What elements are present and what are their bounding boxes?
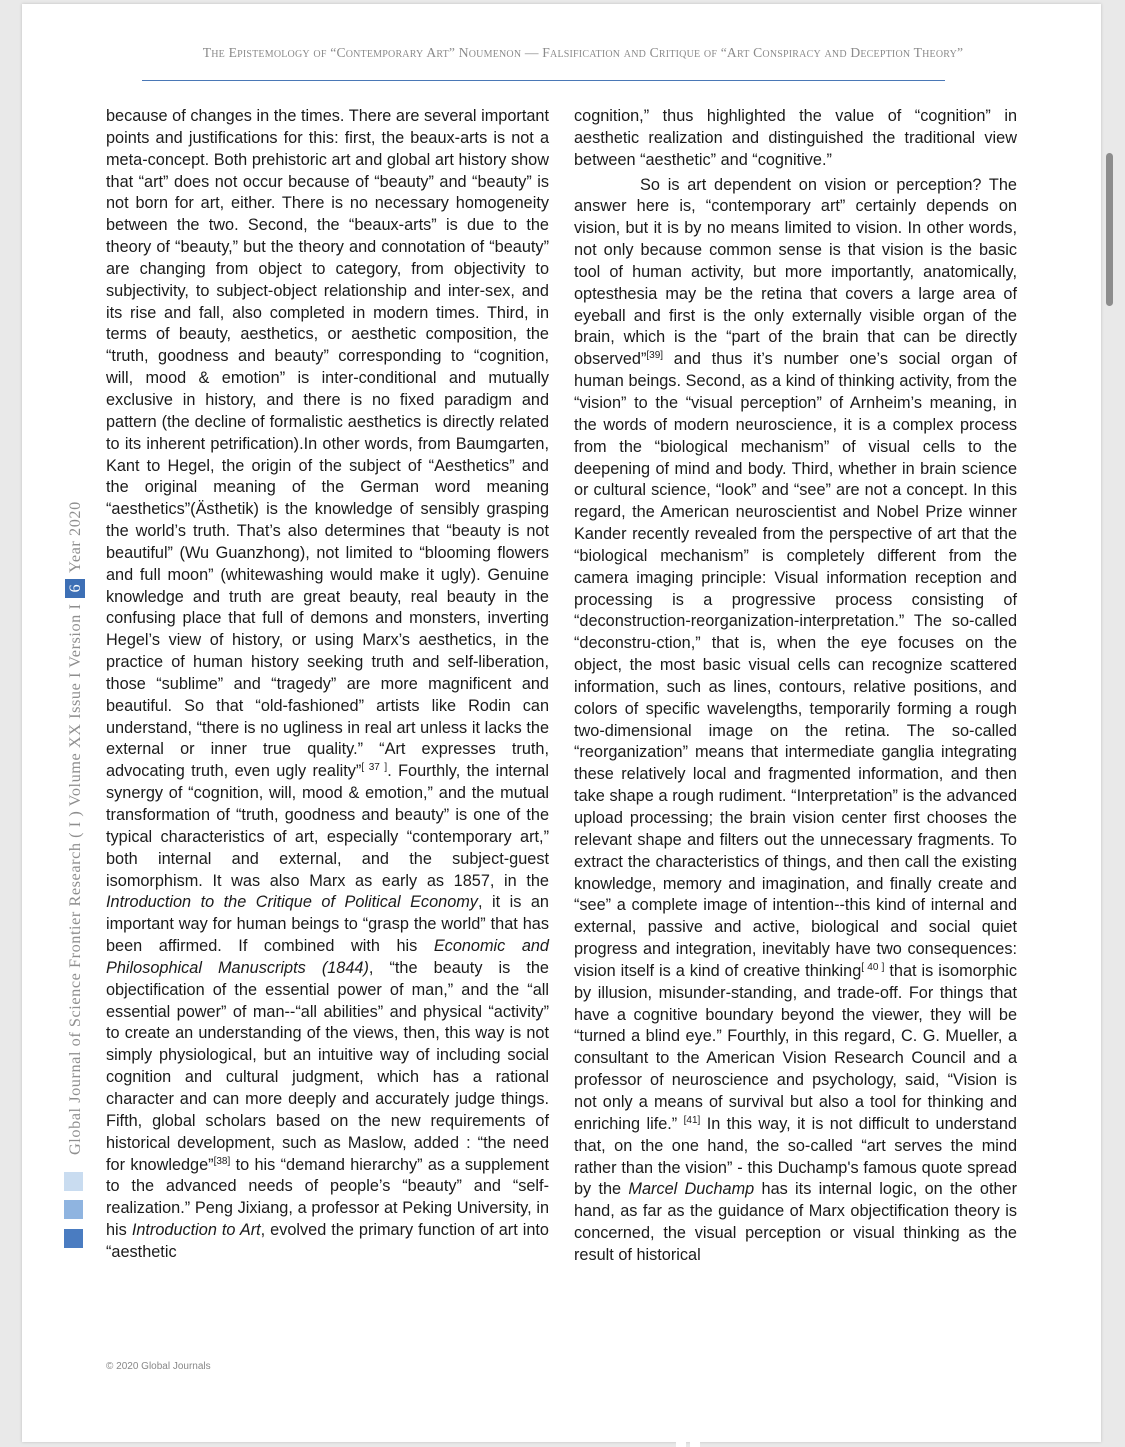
text-run: In this way, it is not difficult to understand that, on the one hand, the so-called “art serves the mind rather than the vision” - this Duchamp's famous quote spread by the	[574, 1114, 1017, 1199]
book-title: Introduction to the Critique of Political Economy	[106, 893, 478, 912]
text-run: has its internal logic, on the other hand, as far as the guidance of Marx objectification theory is concerned, the visual perception or visual thinking as the result of historical	[574, 1180, 1017, 1264]
text-run: , “the beauty is the objectification of the essential power of man,” and the “all essential power” of man--“all abilities” and physical “activity” to create an understanding of the views, then, this way is not simply physiological, but an intuitive way of including social cognition and cultural judgment, which has a rational character and can more deeply and accurately judge things. Fifth, global scholars based on the new requirements of historical development, such as Maslow, added : “the need for knowledge”	[106, 958, 549, 1174]
text-run: , evolved the primary function of art into “aesthetic	[106, 1221, 549, 1261]
book-title: Introduction to Art	[131, 1221, 261, 1240]
scrollbar-thumb[interactable]	[1106, 153, 1113, 306]
text-run: and thus it’s number one’s social organ of human beings. Second, as a kind of thinking activity, from the “vision” to the “visual perception” of Arnheim’s meaning, in the words of modern neuroscience, it is a complex process from the “biological mechanism” of visual cells to the deepening of mind and body. Third, whether in brain science or cultural science, “look” and “see” are not a concept. In this regard, the American neuroscientist and Nobel Prize winner Kander recently revealed from the perspective of art that the “biological mechanism” is completely different from the camera imaging principle: Visual information reception and processing is a progressive process consisting of “deconstruction-reorganization-interpretation.” The so-called “deconstru-ction,” that is, when the eye focuses on the object, the most basic visual cells can recognize scattered information, such as lines, contours, relative positions, and colors of specific wavelengths, temporarily forming a rough two-dimensional image on the retina. The so-called “reorganization” means that intermediate ganglia integrating these relatively local and fragmented information, and then take shape a rough rudiment. “Interpretation” is the advanced upload processing; the brain vision center first chooses the relevant shape and filters out the unnecessary fragments. To extract the characteristics of things, and then call the existing knowledge, memory and imagination, and finally create and “see” a complete image of intention--this kind of internal and external, passive and active, biological and social quiet progress and integration, inevitably have two consequences: vision itself is a kind of creative thinking	[574, 350, 1017, 980]
book-title: Economic and Philosophical Manuscripts (1844)	[106, 937, 549, 977]
paragraph: cognition,” thus highlighted the value of “cognition” in aesthetic realization and distinguished the traditional view between “aesthetic” and “cognitive.”	[574, 107, 1017, 169]
paragraph	[106, 106, 549, 1264]
citation-ref-41: [41]	[683, 1114, 701, 1126]
left-text-column	[106, 106, 549, 1264]
decorative-square-dark	[64, 1229, 83, 1248]
header-divider	[142, 80, 945, 81]
decorative-square-medium	[64, 1200, 83, 1219]
journal-sidebar-text	[65, 347, 85, 1155]
citation-ref-40: [ 40 ]	[861, 961, 885, 973]
right-text-column	[574, 106, 1017, 1267]
text-run: , it is an important way for human beings to “grasp the world” that has been affirmed. If combined with his	[106, 893, 549, 956]
citation-ref-39: [39]	[646, 350, 664, 362]
person-name: Marcel Duchamp	[628, 1180, 755, 1199]
decorative-square-light	[64, 1172, 83, 1191]
running-header: The Epistemology of “Contemporary Art” Noumenon — Falsification and Critique of “Art Conspiracy and Deception Theory”	[202, 45, 964, 60]
text-run: . Fourthly, the internal synergy of “cognition, will, mood & emotion,” and the mutual transformation of “truth, goodness and beauty” is one of the typical characteristics of art, especially “contemporary art,” both internal and external, and the subject-guest isomorphism. It was also Marx as early as 1857, in the	[106, 762, 549, 890]
citation-ref-37: [ 37 ]	[361, 762, 388, 774]
page-gap-marker	[676, 1439, 686, 1447]
paper-page	[22, 4, 1101, 1442]
text-run: that is isomorphic by illusion, misunder-standing, and trade-off. For things that have a cognitive boundary beyond the viewer, they will be “turned a blind eye.” Fourthly, in this regard, C. G. Mueller, a consultant to the American Vision Research Council and a professor of neuroscience and psychology, said, “Vision is not only a means of survival but also a tool for thinking and enriching life.”	[574, 961, 1017, 1133]
page-gap-marker	[690, 1439, 700, 1447]
journal-year: Year 2020	[65, 501, 84, 573]
journal-sidebar	[54, 347, 94, 1155]
page-number-badge: 6	[65, 579, 85, 598]
text-run: to his “demand hierarchy” as a supplement to the advanced needs of people’s “beauty” and “self-realization.” Peng Jixiang, a professor at Peking University, in his	[106, 1155, 549, 1240]
text-run: So is art dependent on vision or perception? The answer here is, “contemporary art” certainly depends on vision, but it is by no means limited to vision. In other words, not only because common sense is that vision is the basic tool of human activity, but more importantly, anatomically, optesthesia may be the retina that covers a large area of eyeball and first is the only externally visible organ of the brain, which is the “part of the brain that can be directly observed”	[574, 175, 1017, 369]
journal-citation: Global Journal of Science Frontier Research ( I ) Volume XX Issue I Version I	[65, 603, 84, 1155]
copyright-footer: © 2020 Global Journals	[106, 1361, 211, 1372]
text-run: because of changes in the times. There are several important points and justifications for this: first, the beaux-arts is not a meta-concept. Both prehistoric art and global art history show that “art” does not occur because of “beauty” and “beauty” is not born for art, either. There is no necessary homogeneity between the two. Second, the “beaux-arts” is due to the theory of “beauty,” but the theory and connotation of “beauty” are changing from object to category, from objectivity to subjectivity, to subject-object relationship and inter-sex, and its rise and fall, also completed in modern times. Third, in terms of beauty, aesthetics, or aesthetic composition, the “truth, goodness and beauty” corresponding to “cognition, will, mood & emotion” is inter-conditional and mutually exclusive in history, and there is no fixed paradigm and pattern (the decline of formalistic aesthetics is directly related to its inherent petrification).In other words, from Baumgarten, Kant to Hegel, the origin of the subject of “Aesthetics” and the original meaning of the German word meaning “aesthetics”(Ästhetik) is the knowledge of sensibly grasping the world’s truth. That’s also determines that “beauty is not beautiful” (Wu Guanzhong), not limited to “blooming flowers and full moon” (whitewashing would make it ugly). Genuine knowledge and truth are great beauty, real beauty in the confusing place that full of demons and monsters, inverting Hegel’s view of history, or using Marx’s aesthetics, in the practice of human history seeking truth and self-liberation, those “sublime” and “tragedy” are more magnificent and beautiful. So that “old-fashioned” artists like Rodin can understand, “there is no ugliness in real art unless it lacks the external or inner true quality.” “Art expresses truth, advocating truth, even ugly reality”	[106, 107, 549, 781]
citation-ref-38: [38]	[213, 1155, 231, 1167]
paragraph	[574, 175, 1017, 1267]
